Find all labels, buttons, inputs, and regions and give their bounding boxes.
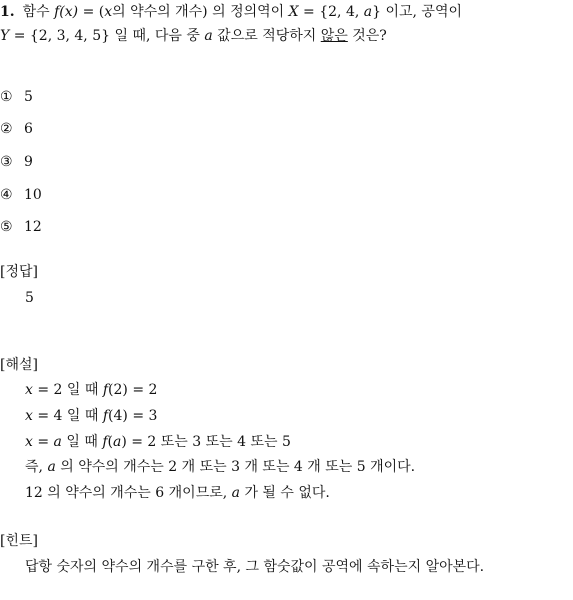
- question-seg-math: a: [204, 28, 213, 44]
- choice-5[interactable]: [0, 217, 42, 237]
- question-seg-text: = {2, 4,: [298, 4, 364, 20]
- question-seg-math: Y: [0, 28, 10, 44]
- explanation-seg-math: x: [25, 434, 33, 450]
- explanation-line: [25, 457, 415, 477]
- choice-3-value: 9: [24, 154, 33, 170]
- choice-4[interactable]: [0, 185, 42, 205]
- explanation-seg-math: a: [231, 485, 240, 501]
- question-seg-underlined: 않은: [320, 28, 348, 44]
- explanation-seg-text: ) = 2 또는 3 또는 4 또는 5: [121, 434, 291, 450]
- answer-value: 5: [25, 290, 34, 306]
- explanation-seg-text: (4) = 3: [108, 408, 158, 424]
- explanation-line: [25, 483, 330, 503]
- choice-1-value: 5: [24, 89, 33, 105]
- question-text-2: [0, 28, 387, 44]
- choice-4-mark: ④: [0, 187, 13, 203]
- question-seg-math: a: [363, 4, 373, 20]
- question-line-1: [0, 2, 462, 22]
- question-seg-text: = {2, 3, 4, 5} 일 때, 다음 중: [9, 28, 205, 44]
- choice-2-value: 6: [24, 121, 33, 137]
- explanation-seg-math: x: [25, 382, 33, 398]
- question-seg-math: x: [104, 4, 113, 20]
- explanation-seg-math: f: [102, 382, 109, 398]
- explanation-seg-math: a: [47, 459, 56, 475]
- explanation-seg-text: 즉,: [25, 459, 48, 475]
- choice-5-mark: ⑤: [0, 219, 13, 235]
- choice-3[interactable]: [0, 152, 33, 172]
- answer-title: [정답]: [0, 264, 38, 280]
- explanation-seg-text: (: [107, 434, 113, 450]
- choice-5-value: 12: [24, 219, 42, 235]
- choice-4-value: 10: [24, 187, 42, 203]
- explanation-seg-math: f: [102, 408, 109, 424]
- explanation-seg-text: 가 될 수 없다.: [240, 485, 330, 501]
- hint-title: [힌트]: [0, 533, 38, 549]
- question-seg-text: 값으로 적당하지: [212, 28, 321, 44]
- explanation-seg-text: 의 약수의 개수는 2 개 또는 3 개 또는 4 개 또는 5 개이다.: [55, 459, 416, 475]
- question-line-2: [0, 26, 387, 46]
- explanation-seg-math: a: [112, 434, 122, 450]
- question-seg-text: = (: [78, 4, 105, 20]
- question-seg-math: X: [288, 4, 299, 20]
- explanation-seg-text: (2) = 2: [108, 382, 158, 398]
- choice-1-mark: ①: [0, 89, 13, 105]
- explanation-seg-text: 12 의 약수의 개수는 6 개이므로,: [25, 485, 232, 501]
- explanation-seg-text: 일 때: [61, 434, 103, 450]
- explanation-line: [25, 406, 157, 426]
- question-seg-math: f(x): [54, 4, 79, 20]
- question-seg-text: 것은?: [347, 28, 387, 44]
- question-seg-text: 의 약수의 개수) 의 정의역이: [112, 4, 289, 20]
- explanation-seg-math: f: [102, 434, 108, 450]
- choice-3-mark: ③: [0, 154, 13, 170]
- explanation-seg-math: a: [53, 434, 62, 450]
- explanation-seg-text: =: [32, 434, 54, 450]
- explanation-line: [25, 380, 157, 400]
- explanation-seg-text: = 4 일 때: [32, 408, 103, 424]
- question-number: 1.: [0, 4, 15, 20]
- explanation-line: [25, 432, 291, 452]
- explanation-title: [해설]: [0, 357, 38, 373]
- explanation-seg-text: = 2 일 때: [32, 382, 103, 398]
- choice-1[interactable]: [0, 87, 33, 107]
- hint-text: 답항 숫자의 약수의 개수를 구한 후, 그 함숫값이 공역에 속하는지 알아본다.: [25, 559, 485, 575]
- choice-2-mark: ②: [0, 121, 13, 137]
- explanation-seg-math: x: [25, 408, 33, 424]
- question-seg-text: 함수: [22, 4, 55, 20]
- question-seg-text: } 이고, 공역이: [372, 4, 462, 20]
- choice-2[interactable]: [0, 119, 33, 139]
- question-text-1: [23, 4, 462, 20]
